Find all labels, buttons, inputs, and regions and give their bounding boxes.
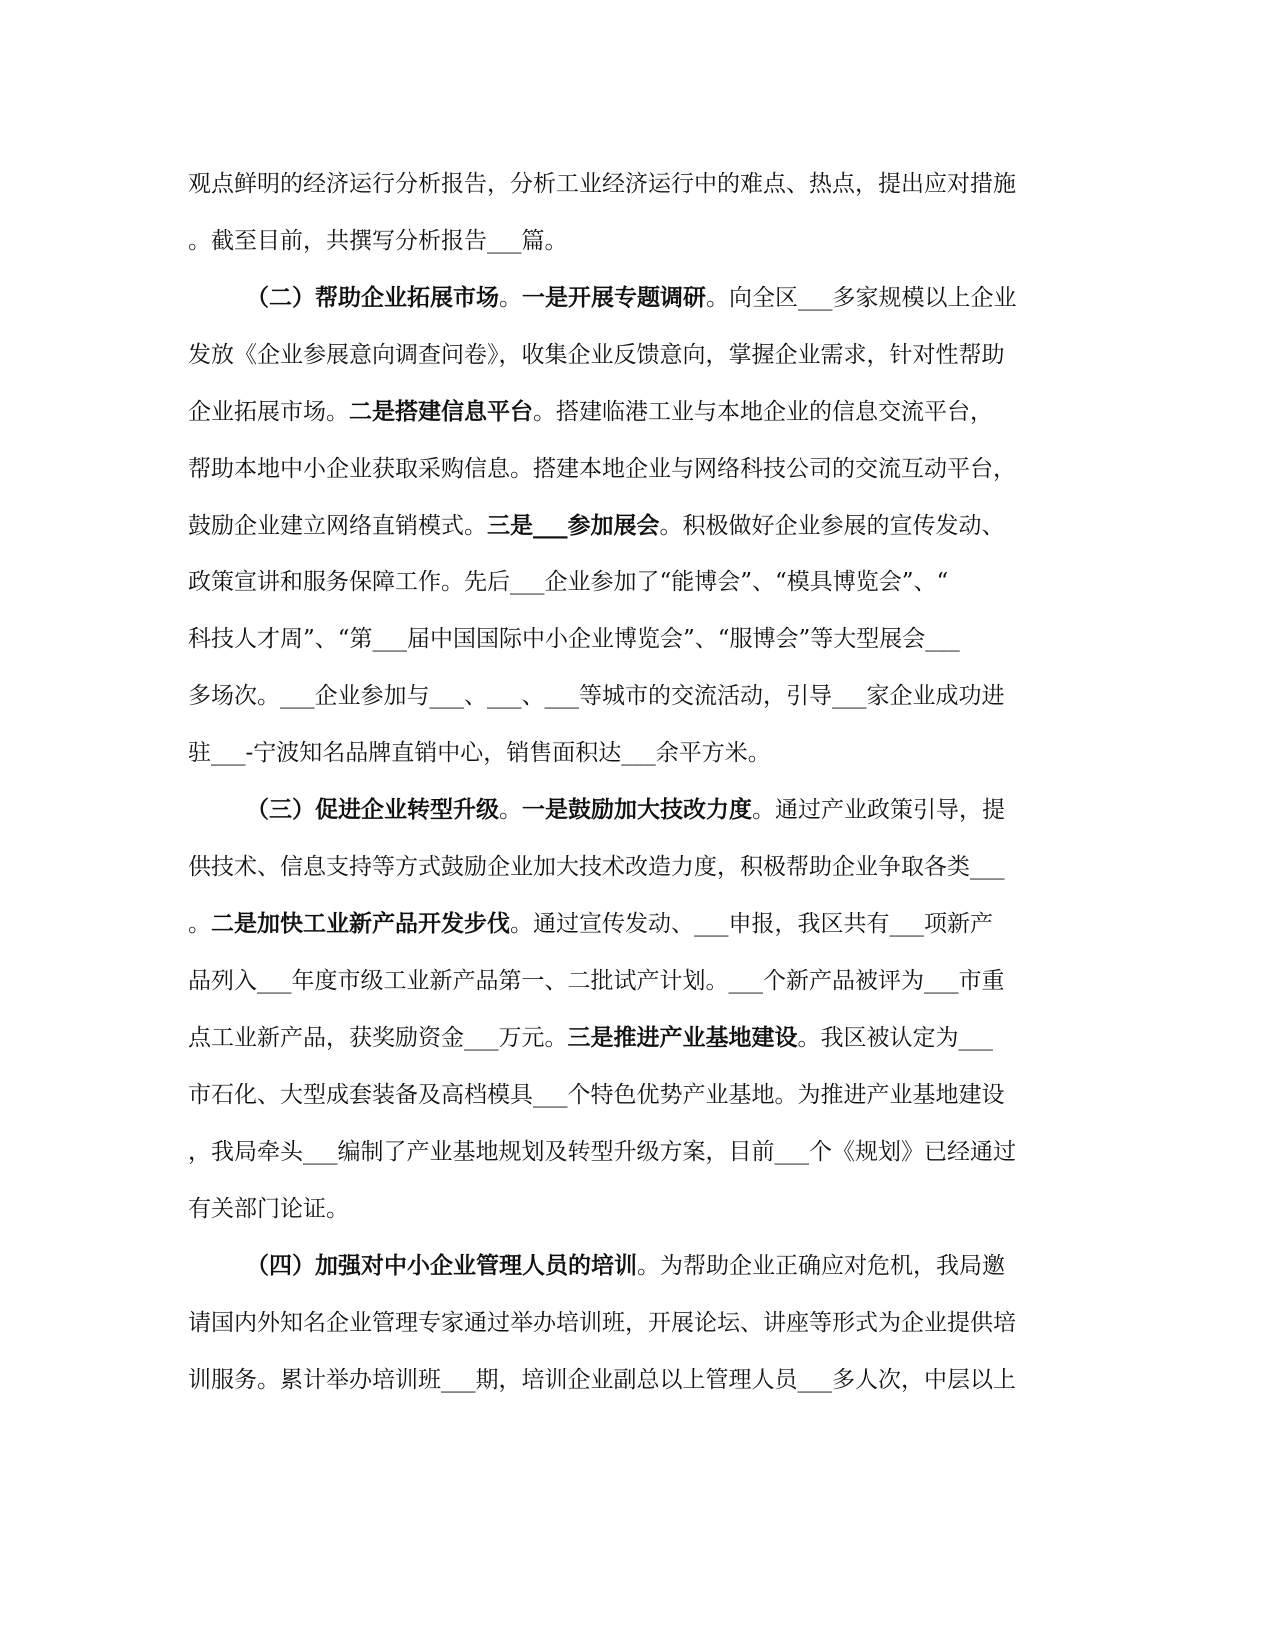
bold-heading-text: 一是鼓励加大技改力度 [522, 796, 752, 823]
body-text: 帮助本地中小企业获取采购信息。搭建本地企业与网络科技公司的交流互动平台， [188, 456, 1016, 482]
text-line [246, 1251, 1005, 1281]
body-text: 观点鲜明的经济运行分析报告，分析工业经济运行中的难点、热点，提出应对措施 [188, 171, 1016, 197]
body-text: 有关部门论证。 [188, 1196, 349, 1222]
bold-heading-text: 二是搭建信息平台 [349, 398, 533, 425]
text-line [188, 966, 1005, 996]
body-text: 。积极做好企业参展的宣传发动、 [659, 513, 1005, 539]
body-text: ，我局牵头___编制了产业基地规划及转型升级方案，目前___个《规划》已经通过 [188, 1139, 1016, 1165]
text-line [188, 1023, 993, 1053]
text-line [188, 226, 568, 256]
body-text: 供技术、信息支持等方式鼓励企业加大技术改造力度，积极帮助企业争取各类___ [188, 854, 1005, 880]
text-line [188, 852, 1005, 882]
body-text: 政策宣讲和服务保障工作。先后___企业参加了“能博会”、“模具博览会”、“ [188, 569, 949, 595]
body-text: 。 [499, 285, 522, 311]
bold-heading-text: （二）帮助企业拓展市场 [246, 284, 499, 311]
body-text: 科技人才周”、“第___届中国国际中小企业博览会”、“服博会”等大型展会___ [188, 626, 960, 652]
text-line [246, 795, 1005, 825]
bold-heading-text: 三是___参加展会 [487, 512, 660, 539]
text-line [188, 681, 1005, 711]
text-line [188, 1080, 1005, 1110]
body-text: 。我区被认定为___ [797, 1025, 993, 1051]
bold-heading-text: （四）加强对中小企业管理人员的培训 [246, 1252, 637, 1279]
text-line [188, 567, 948, 597]
body-text: 请国内外知名企业管理专家通过举办培训班，开展论坛、讲座等形式为企业提供培 [188, 1310, 1016, 1336]
text-line [188, 1194, 349, 1224]
body-text: 。 [499, 797, 522, 823]
body-text: 。 [188, 911, 211, 937]
bold-heading-text: 三是推进产业基地建设 [567, 1024, 798, 1051]
bold-heading-text: 一是开展专题调研 [522, 284, 706, 311]
text-line [188, 169, 1016, 199]
text-line [188, 1137, 1016, 1167]
text-line [188, 454, 1016, 484]
body-text: 。截至目前，共撰写分析报告___篇。 [188, 228, 568, 254]
body-text: 多场次。___企业参加与___、___、___等城市的交流活动，引导___家企业成功进 [188, 683, 1005, 709]
body-text: 市石化、大型成套装备及高档模具___个特色优势产业基地。为推进产业基地建设 [188, 1082, 1005, 1108]
body-text: 驻___-宁波知名品牌直销中心，销售面积达___余平方米。 [188, 740, 771, 766]
bold-heading-text: （三）促进企业转型升级 [246, 796, 499, 823]
body-text: 训服务。累计举办培训班___期，培训企业副总以上管理人员___多人次，中层以上 [188, 1367, 1016, 1393]
body-text: 。为帮助企业正确应对危机，我局邀 [637, 1253, 1005, 1279]
text-line [188, 1365, 1016, 1395]
body-text: 。通过产业政策引导，提 [752, 797, 1005, 823]
text-line [188, 624, 960, 654]
body-text: 。向全区___多家规模以上企业 [706, 285, 1017, 311]
text-line [188, 340, 1005, 370]
text-line [188, 397, 993, 427]
text-line [188, 738, 771, 768]
body-text: 品列入___年度市级工业新产品第一、二批试产计划。___个新产品被评为___市重 [188, 968, 1005, 994]
body-text: 点工业新产品，获奖励资金___万元。 [188, 1025, 568, 1051]
body-text: 发放《企业参展意向调查问卷》，收集企业反馈意向，掌握企业需求，针对性帮助 [188, 342, 1005, 368]
body-text: 鼓励企业建立网络直销模式。 [188, 513, 487, 539]
text-line [188, 511, 1005, 541]
text-line [188, 909, 993, 939]
text-line [246, 283, 1017, 313]
body-text: 。通过宣传发动、___申报，我区共有___项新产 [510, 911, 993, 937]
text-line [188, 1308, 1016, 1338]
body-text: 企业拓展市场。 [188, 399, 349, 425]
bold-heading-text: 二是加快工业新产品开发步伐 [211, 910, 510, 937]
body-text: 。搭建临港工业与本地企业的信息交流平台， [533, 399, 993, 425]
